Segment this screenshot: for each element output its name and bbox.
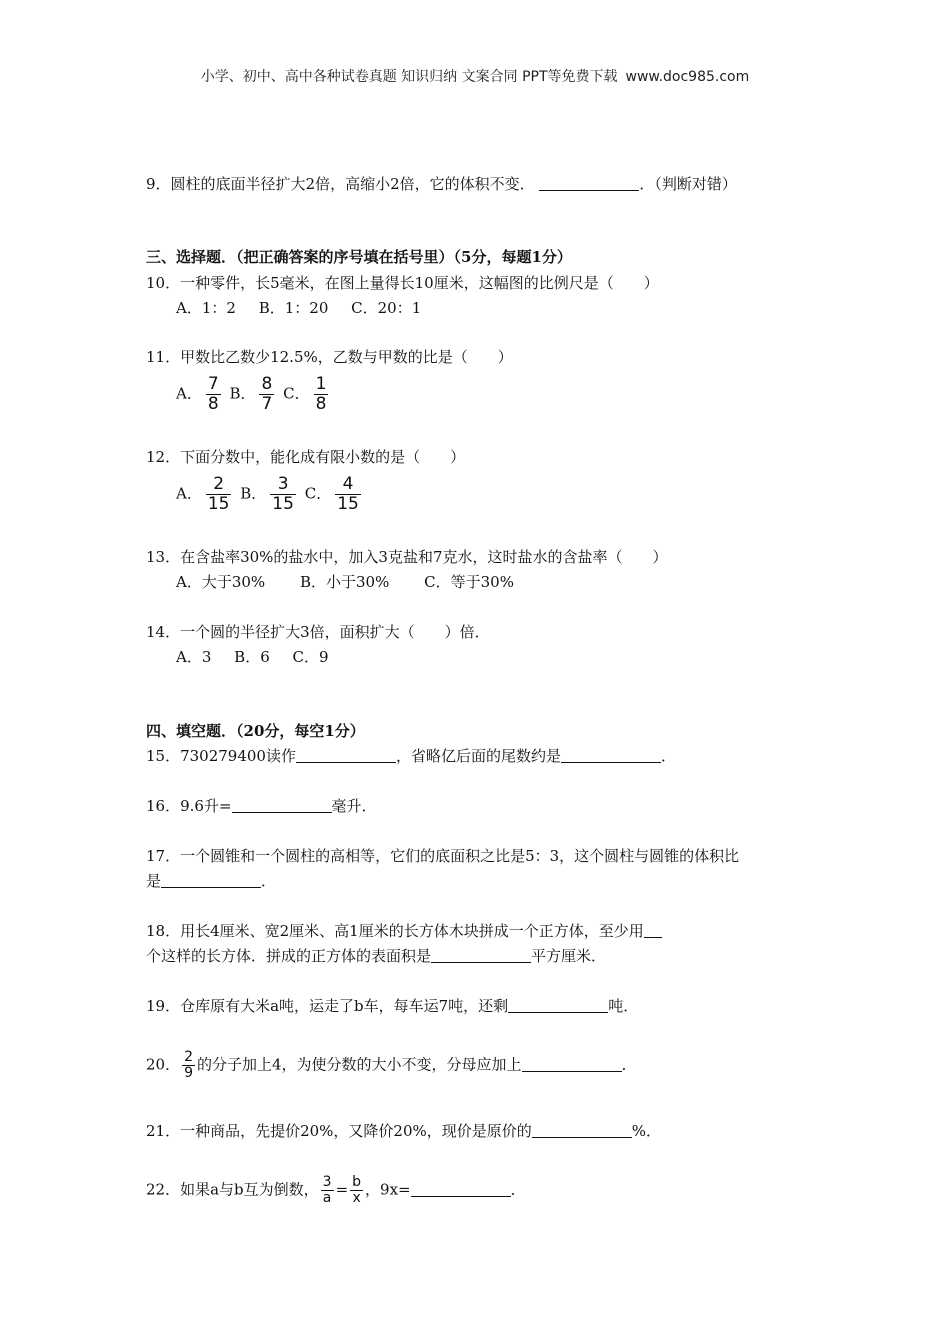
question-13-options [176,572,514,592]
question-9: 9．圆柱的底面半径扩大2倍，高缩小2倍，它的体积不变． ．（判断对错） [146,175,737,193]
question-13: 13．在含盐率30%的盐水中，加入3克盐和7克水，这时盐水的含盐率（ ） [146,548,668,566]
question-10: 10．一种零件，长5毫米，在图上量得长10厘米，这幅图的比例尺是（ ） [146,274,659,292]
answer-blank[interactable] [508,998,608,1013]
fraction: $\frac{3}{a}$ [322,1174,332,1206]
answer-blank[interactable] [644,923,662,938]
fraction: $\frac{1}{8}$ [315,374,327,414]
option-c: C．等于30% [424,573,514,591]
question-18-line1: 18．用长4厘米、宽2厘米、高1厘米的长方体木块拼成一个正方体，至少用 [146,921,662,941]
option-a: A．大于30% [176,573,266,591]
option-b: B．小于30% [299,573,390,591]
answer-blank[interactable] [411,1182,511,1197]
option-c: C．20：1 [351,299,422,317]
question-21: 21．一种商品，先提价20%，又降价20%，现价是原价的 %． [146,1122,662,1140]
fraction: $\frac{4}{15}$ [337,474,359,514]
option-b: B．6 [234,648,270,666]
question-11-options: A． $\frac{7}{8}$ B． $\frac{8}{7}$ C． $\frac{1}{8}$ [176,374,327,414]
question-17-line1: 17．一个圆锥和一个圆柱的高相等，它们的底面积之比是5：3，这个圆柱与圆锥的体积比 [146,847,740,865]
answer-blank[interactable] [539,176,639,191]
page-header [0,66,950,86]
question-10-options [176,298,421,318]
answer-blank[interactable] [561,748,661,763]
question-19: 19．仓库原有大米a吨，运走了b车，每车运7吨，还剩 吨． [146,997,639,1015]
option-c: C．9 [292,648,329,666]
question-12-options: A． $\frac{2}{15}$ B． $\frac{3}{15}$ C． $\frac{4}{15}$ [176,474,359,514]
answer-blank[interactable] [296,748,396,763]
question-17-line2: 是 ． [146,872,277,890]
fraction: $\frac{7}{8}$ [207,374,219,414]
fraction: $\frac{2}{15}$ [207,474,230,514]
answer-blank[interactable] [522,1057,622,1072]
option-b: B．1：20 [258,299,329,317]
question-15: 15．730279400读作 ，省略亿后面的尾数约是 ． [146,747,677,765]
question-11: 11．甲数比乙数少12.5%，乙数与甲数的比是（ ） [146,348,513,366]
question-18-line2: 个这样的长方体．拼成的正方体的表面积是 平方厘米． [146,947,607,965]
fraction: $\frac{b}{x}$ [352,1174,362,1206]
question-20: 20． $\frac{2}{9}$ 的分子加上4，为使分数的大小不变，分母应加上 ． [146,1049,637,1081]
option-a: A．1：2 [176,299,236,317]
option-a: A．3 [176,648,212,666]
header-text: 小学、初中、高中各种试卷真题 知识归纳 文案合同 PPT等免费下载 [200,69,618,85]
question-14: 14．一个圆的半径扩大3倍，面积扩大（ ）倍． [146,623,490,641]
fraction: $\frac{8}{7}$ [261,374,273,414]
answer-blank[interactable] [532,1123,632,1138]
fraction: $\frac{3}{15}$ [272,474,294,514]
question-14-options [176,647,329,667]
answer-blank[interactable] [161,873,261,888]
answer-blank[interactable] [232,798,332,813]
section-4-title: 四、填空题．（20分，每空1分） [146,722,365,740]
answer-blank[interactable] [431,948,531,963]
question-12: 12．下面分数中，能化成有限小数的是（ ） [146,448,466,466]
question-22: 22．如果a与b互为倒数， $\frac{3}{a}$ = $\frac{b}{x}$ ，9x= ． [146,1174,526,1206]
question-16: 16．9.6升= 毫升． [146,797,377,815]
section-3-title: 三、选择题．（把正确答案的序号填在括号里）（5分，每题1分） [146,248,572,266]
fraction: $\frac{2}{9}$ [184,1049,194,1081]
header-url[interactable]: www.doc985.com [625,69,750,85]
